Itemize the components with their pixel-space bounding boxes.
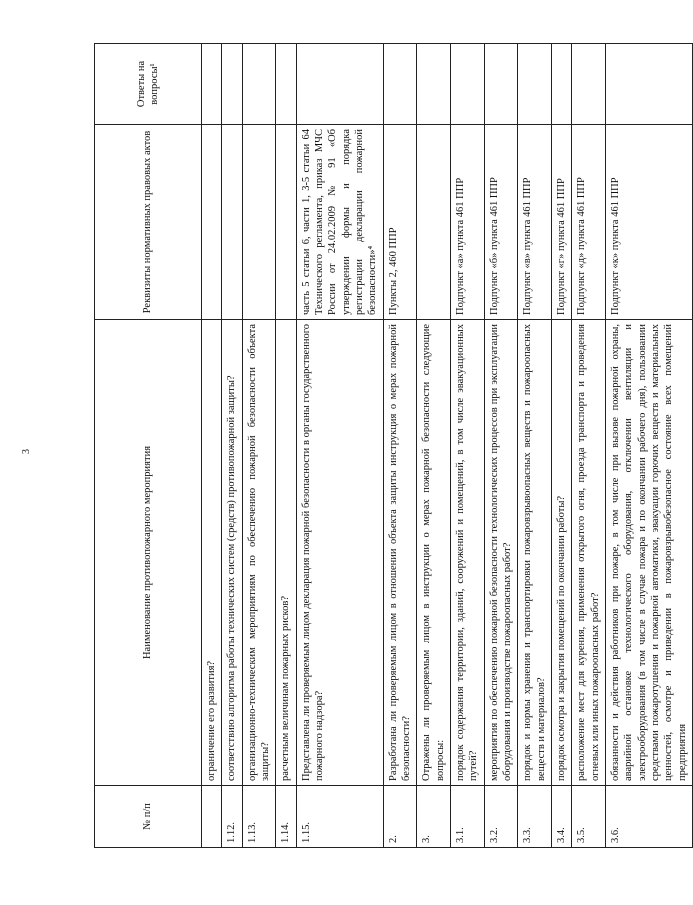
row-number: 3.: [417, 786, 451, 848]
table-row: [383, 44, 417, 848]
row-number: 3.1.: [450, 786, 484, 848]
row-number: 1.14.: [276, 786, 296, 848]
row-answer-cell[interactable]: [202, 44, 222, 125]
row-requisites: Подпункт «б» пункта 461 ППР: [484, 125, 518, 320]
row-number: [202, 786, 222, 848]
table-header-row: [95, 44, 202, 848]
table-row: [518, 44, 552, 848]
table-row: [551, 44, 571, 848]
row-number: 1.12.: [222, 786, 242, 848]
row-requisites: часть 5 статьи 6, части 1, 3-5 статьи 64 Технического регламента, приказ МЧС России от 24.02.2009 № 91 «Об утверждении формы и порядка регистрации декларации пожарной безопасности»⁴: [296, 125, 383, 320]
row-requisites: [417, 125, 451, 320]
row-answer-cell[interactable]: [551, 44, 571, 125]
row-requisites: Подпункт «а» пункта 461 ППР: [450, 125, 484, 320]
row-requisites: Подпункт «г» пункта 461 ППР: [551, 125, 571, 320]
row-requisites: Подпункт «к» пункта 461 ППР: [605, 125, 692, 320]
row-requisites: Подпункт «д» пункта 461 ППР: [572, 125, 606, 320]
table-row: [417, 44, 451, 848]
header-answers: Ответы на вопросы¹: [95, 44, 202, 125]
row-measure: мероприятия по обеспечению пожарной безопасности технологических процессов при эксплуатации оборудования и производстве пожароопасных работ?: [484, 320, 518, 786]
table-body: [202, 44, 693, 848]
row-measure: соответствию алгоритма работы технических систем (средств) противопожарной защиты?: [222, 320, 242, 786]
row-requisites: [276, 125, 296, 320]
checklist-table: [94, 43, 693, 848]
row-requisites: [202, 125, 222, 320]
row-measure: расчетным величинам пожарных рисков?: [276, 320, 296, 786]
row-answer-cell[interactable]: [518, 44, 552, 125]
table-row: [242, 44, 276, 848]
header-name: Наименование противопожарного мероприятия: [95, 320, 202, 786]
row-number: 2.: [383, 786, 417, 848]
table-row: [202, 44, 222, 848]
row-requisites: [242, 125, 276, 320]
row-number: 3.3.: [518, 786, 552, 848]
row-measure: порядок и нормы хранения и транспортировки пожаровзрывоопасных веществ и пожароопасных веществ и материалов?: [518, 320, 552, 786]
row-answer-cell[interactable]: [383, 44, 417, 125]
table-row: [222, 44, 242, 848]
row-number: 3.6.: [605, 786, 692, 848]
table-row: [276, 44, 296, 848]
row-measure: Отражены ли проверяемым лицом в инструкции о мерах пожарной безопасности следующие вопросы:: [417, 320, 451, 786]
table-row: [484, 44, 518, 848]
rotated-page: [94, 44, 688, 848]
row-measure: организационно-техническим мероприятиям по обеспечению пожарной безопасности объекта защиты?: [242, 320, 276, 786]
table-row: [450, 44, 484, 848]
row-answer-cell[interactable]: [572, 44, 606, 125]
row-number: 3.2.: [484, 786, 518, 848]
row-answer-cell[interactable]: [242, 44, 276, 125]
page-number: 3: [21, 449, 32, 454]
row-measure: Представлена ли проверяемым лицом декларация пожарной безопасности в органы государственного пожарного надзора?: [296, 320, 383, 786]
row-requisites: Подпункт «в» пункта 461 ППР: [518, 125, 552, 320]
row-answer-cell[interactable]: [276, 44, 296, 125]
row-number: 1.15.: [296, 786, 383, 848]
table-row: [605, 44, 692, 848]
row-number: 1.13.: [242, 786, 276, 848]
row-number: 3.5.: [572, 786, 606, 848]
row-measure: расположение мест для курения, применения открытого огня, проезда транспорта и проведения огневых или иных пожароопасных работ?: [572, 320, 606, 786]
header-requisites: Реквизиты нормативных правовых актов: [95, 125, 202, 320]
row-measure: обязанности и действия работников при пожаре, в том числе при вызове пожарной охраны, аварийной остановке технологического оборудования, отключении вентиляции и электрооборудования (в том числе в случае пожара и по окончании рабочего дня), пользовании средствами пожаротушения и пожарной автоматики, эвакуации горючих веществ и материальных ценностей, осмотре и приведении в пожаровзрывобезопасное состояние всех помещений предприятия: [605, 320, 692, 786]
row-measure: Разработана ли проверяемым лицом в отношении объекта защиты инструкция о мерах пожарной безопасности?: [383, 320, 417, 786]
table-row: [296, 44, 383, 848]
row-measure: порядок содержания территории, зданий, сооружений и помещений, в том числе эвакуационных путей?: [450, 320, 484, 786]
row-answer-cell[interactable]: [417, 44, 451, 125]
row-measure: порядок осмотра и закрытия помещений по окончании работы?: [551, 320, 571, 786]
row-answer-cell[interactable]: [296, 44, 383, 125]
row-answer-cell[interactable]: [450, 44, 484, 125]
row-measure: ограничение его развития?: [202, 320, 222, 786]
table-row: [572, 44, 606, 848]
row-answer-cell[interactable]: [222, 44, 242, 125]
row-number: 3.4.: [551, 786, 571, 848]
row-answer-cell[interactable]: [605, 44, 692, 125]
row-requisites: Пункты 2, 460 ППР: [383, 125, 417, 320]
row-answer-cell[interactable]: [484, 44, 518, 125]
row-requisites: [222, 125, 242, 320]
header-num: № п/п: [95, 786, 202, 848]
